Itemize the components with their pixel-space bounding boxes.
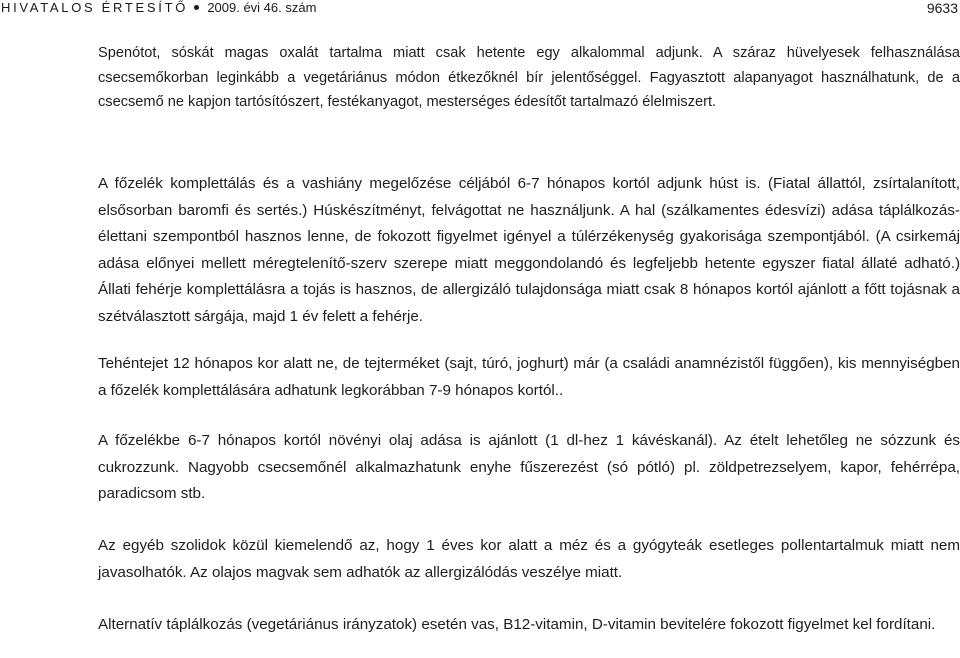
paragraph-meat: A főzelék komplettálás és a vashiány megelőzése céljából 6-7 hónapos kortól adjunk húst is. (Fiatal állattól, zsírtalanított, elsősorban baromfi és sertés.) Húskészítményt, felvágottat ne használjunk. A hal (szálkamentes édesvízi) adása táplálkozás-élettani szempontból hasznos lenne, de fokozott figyelmet igényel a túlérzékenység gyakorisága szempontjából. (A csirkemáj adása előnyei mellett méregtelenítő-szerv szerepe miatt meggondolandó és legfeljebb hetente egyszer fiatal állaté adható.) Állati fehérje komplettálásra a tojás is hasznos, de allergizáló tulajdonsága miatt csak 8 hónapos kortól ajánlott a főtt tojásnak a szétválasztott sárgája, majd 1 év felett a fehérje. — [98, 175, 960, 325]
running-header — [0, 0, 960, 18]
paragraph-oil-seasoning: A főzelékbe 6-7 hónapos kortól növényi olaj adása is ajánlott (1 dl-hez 1 kávéskanál). Az ételt lehetőleg ne sózzunk és cukrozzunk. Nagyobb csecsemőnél alkalmazhatunk enyhe fűszerezést (só pótló) pl. zöldpetrezselyem, kapor, fehérrépa, paradicsom stb. — [98, 432, 960, 502]
page-number: 9633 — [926, 0, 958, 16]
journal-title: HIVATALOS ÉRTESÍTŐ — [1, 0, 189, 15]
paragraph-alternative-diet: Alternatív táplálkozás (vegetáriánus irányzatok) esetén vas, B12-vitamin, D-vitamin bevitelére fokozott figyelmet kel fordítani. — [98, 616, 936, 633]
header-publication-info — [1, 0, 316, 16]
bullet-separator-icon — [194, 5, 199, 10]
issue-label: 2009. évi 46. szám — [207, 0, 317, 15]
paragraph-other-solids: Az egyéb szolidok közül kiemelendő az, hogy 1 éves kor alatt a méz és a gyógyteák esetleges pollentartalmuk miatt nem javasolhatók. Az olajos magvak sem adhatók az allergizálódás veszélye miatt. — [98, 537, 960, 581]
paragraph-dairy: Tehéntejet 12 hónapos kor alatt ne, de tejterméket (sajt, túró, joghurt) már (a családi anamnézistől függően), kis mennyiségben a főzelék komplettálására adhatunk legkorábban 7-9 hónapos kortól.. — [98, 355, 960, 399]
paragraph-vegetables: Spenótot, sóskát magas oxalát tartalma miatt csak hetente egy alkalommal adjunk. A száraz hüvelyesek felhasználása csecsemőkorban leginkább a vegetáriánus módon étkezőknél bír jelentőséggel. Fagyasztott alapanyagot használhatunk, de a csecsemő ne kapjon tartósítószert, festékanyagot, mesterséges édesítőt tartalmazó élelmiszert. — [98, 45, 960, 110]
